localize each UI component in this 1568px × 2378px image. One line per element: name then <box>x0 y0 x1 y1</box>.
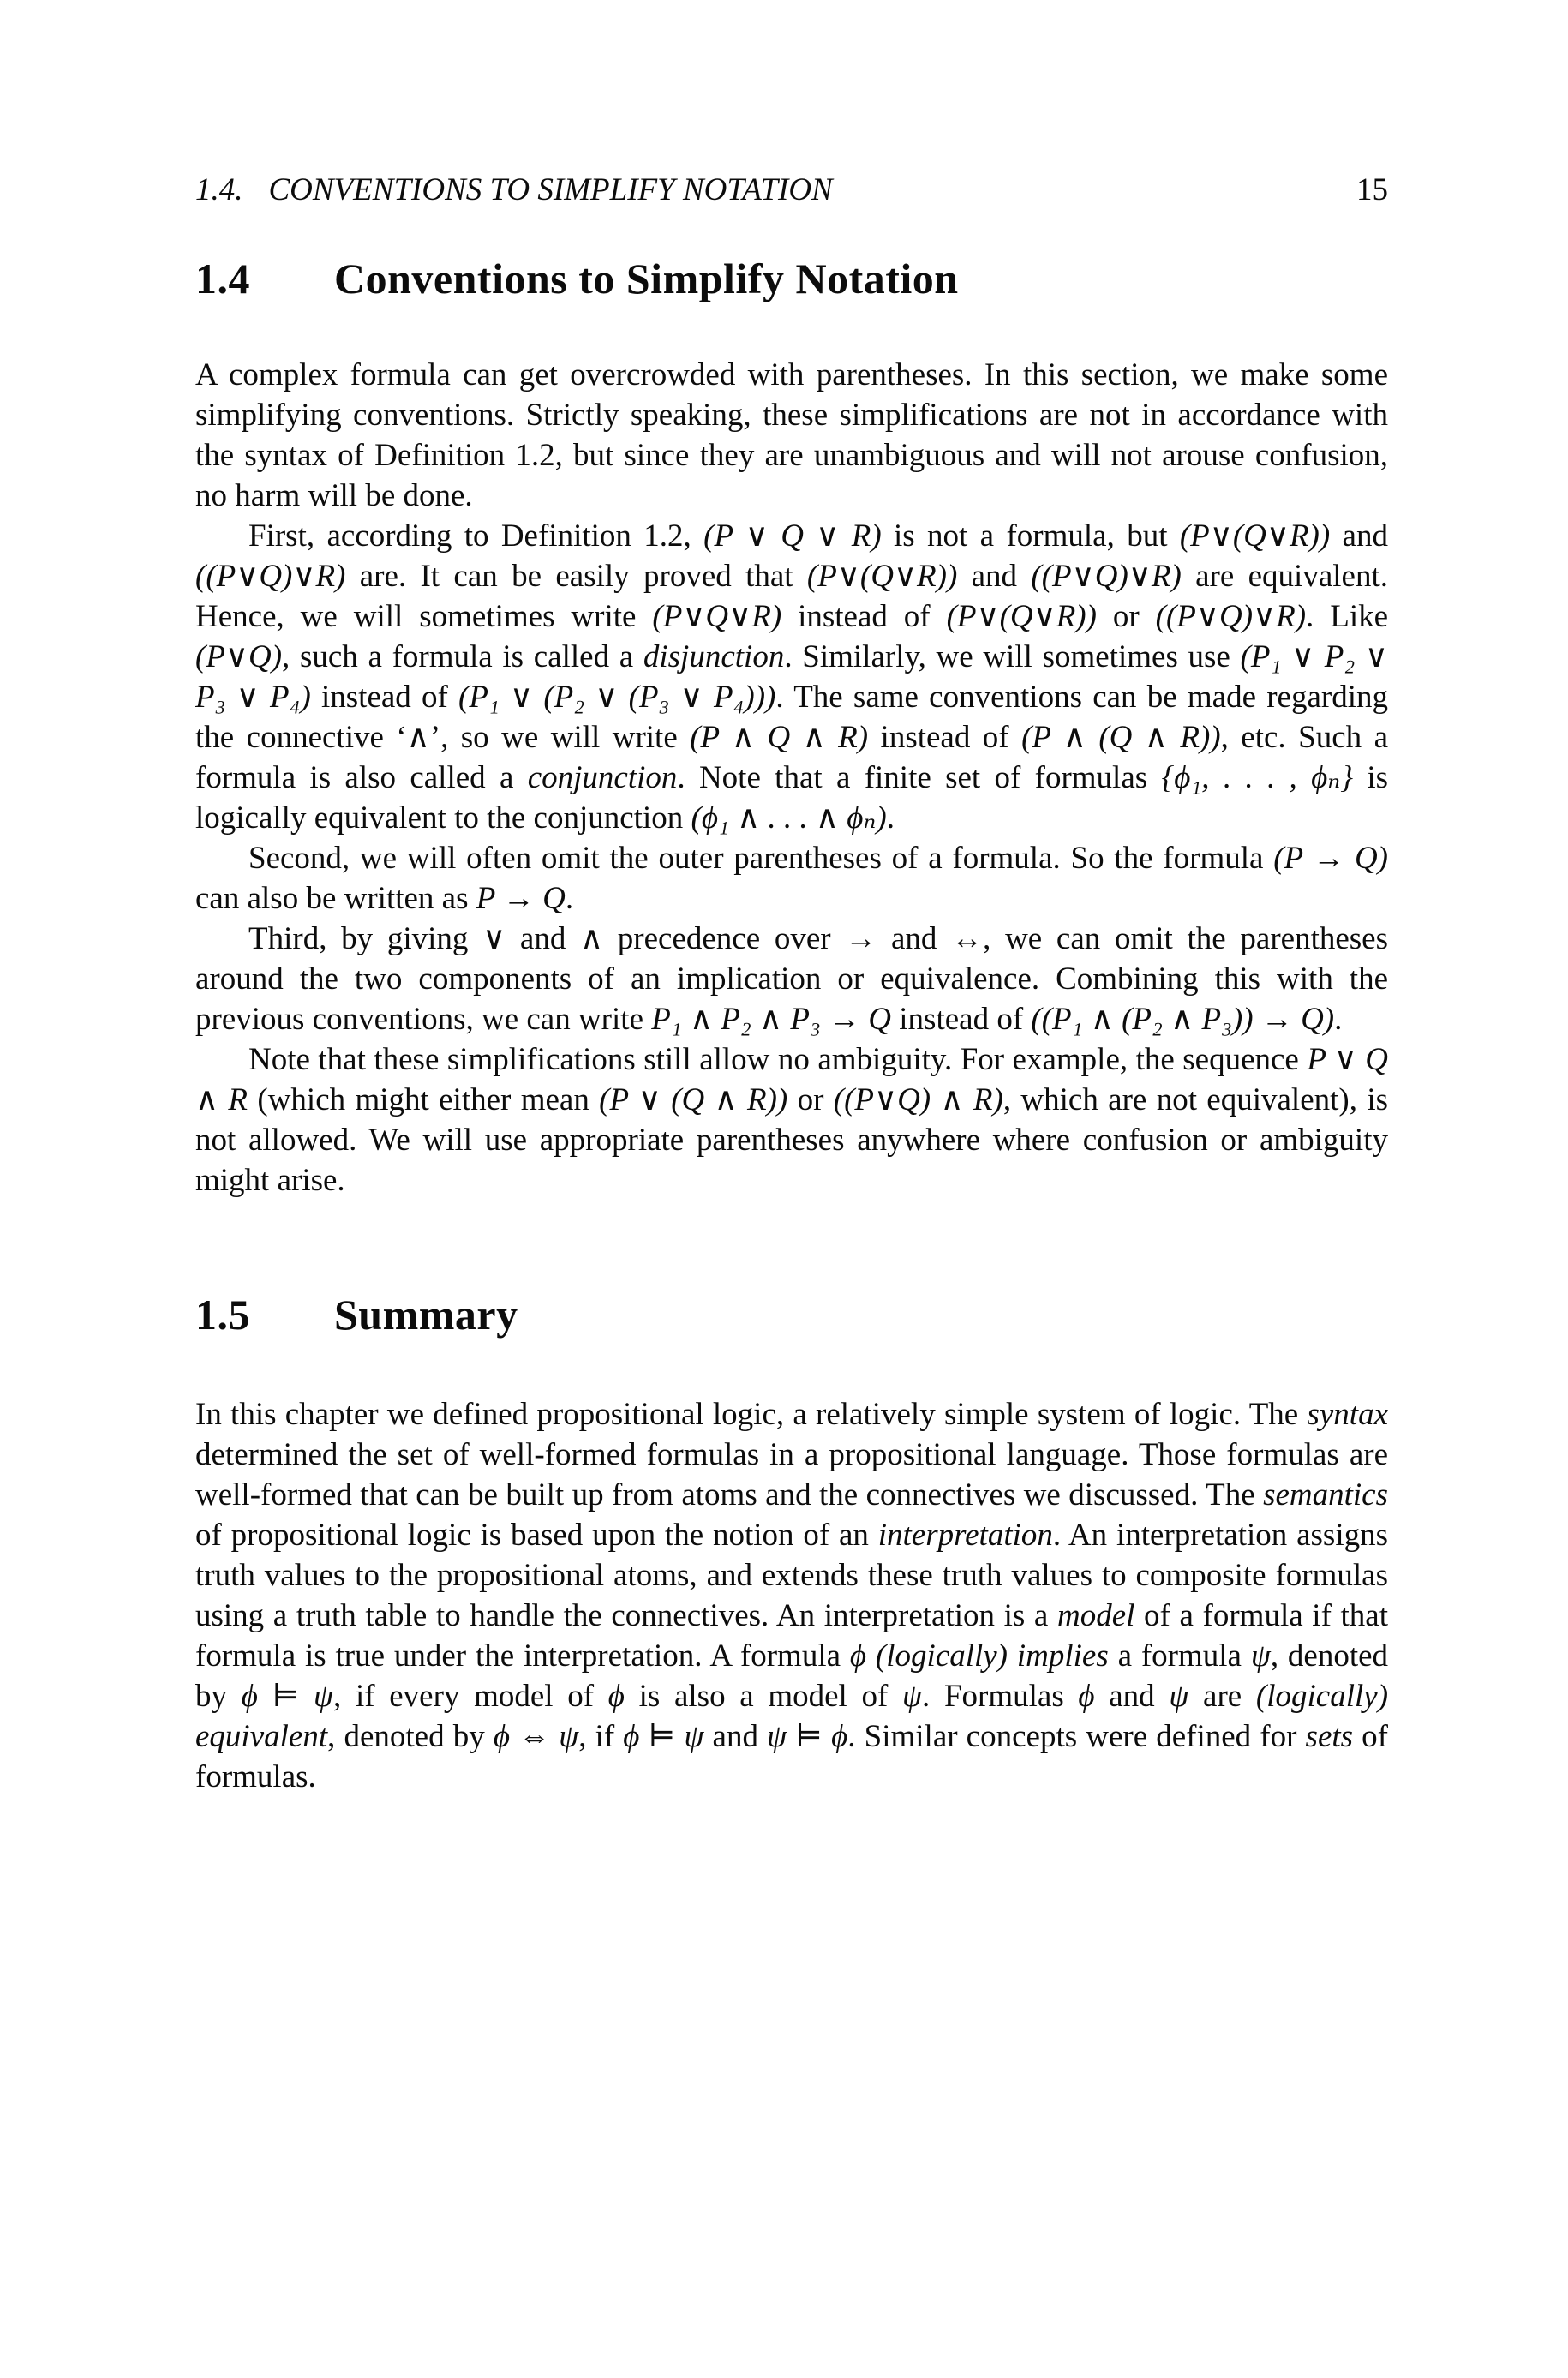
body-text: is not a formula, but <box>881 518 1180 554</box>
emphasized-text: conjunction <box>527 760 678 795</box>
running-header-section-number: 1.4. <box>195 172 243 207</box>
body-text: , denoted by <box>195 1638 1389 1714</box>
section-conventions <box>195 254 1388 1201</box>
formula: (P ∨ Q ∨ R) <box>703 518 882 554</box>
body-text: are equivalent. Hence, we will sometimes write <box>195 559 1388 634</box>
body-text: . <box>1334 1002 1343 1037</box>
formula: ϕ ⊨ ψ <box>241 1679 334 1714</box>
body-text: and <box>703 1719 768 1754</box>
body-text: instead of <box>891 1002 1032 1037</box>
emphasized-text: semantics <box>1263 1477 1388 1512</box>
formula: ϕ <box>849 1638 867 1674</box>
body-text: and <box>957 559 1032 594</box>
body-text: of propositional logic is based upon the notion of an <box>195 1518 878 1553</box>
emphasized-text: model <box>1056 1598 1135 1633</box>
emphasized-text: sets <box>1305 1719 1354 1754</box>
body-text: Third, by giving ∨ and ∧ precedence over → and ↔, we can omit the parentheses around the two components of an implication or equivalence. Combining this with the previous conventions, we can write <box>195 921 1388 1037</box>
section-title: Conventions to Simplify Notation <box>334 255 959 302</box>
formula: P → Q <box>476 881 566 916</box>
formula: ψ <box>902 1679 923 1714</box>
section-number: 1.4 <box>195 255 250 302</box>
formula: (P∨(Q∨R)) <box>1179 518 1331 554</box>
paragraph <box>195 838 1388 919</box>
body-text: , if every model of <box>333 1679 608 1714</box>
formula: (P∨Q∨R) <box>652 599 782 634</box>
body-text: . Formulas <box>922 1679 1079 1714</box>
formula: ϕ ⇔ ψ <box>493 1719 579 1754</box>
formula: P ∨ Q ∧ R <box>195 1042 1388 1117</box>
formula: (P₁ ∨ (P₂ ∨ (P₃ ∨ P₄))) <box>458 680 776 715</box>
body-text: . An interpretation assigns truth values to the propositional atoms, and extends these truth values to composite formulas using a truth table to handle the connectives. An interpretation is a <box>195 1518 1388 1633</box>
body-text: In this chapter we defined propositional logic, a relatively simple system of logic. The <box>195 1397 1308 1432</box>
formula: ((P∨Q)∨R) <box>1031 559 1182 594</box>
body-text: , denoted by <box>327 1719 494 1754</box>
paragraph <box>195 1039 1388 1201</box>
body-text: can also be written as <box>195 881 476 916</box>
body-text: of a formula if that formula is true under the interpretation. A formula <box>195 1598 1388 1674</box>
section-heading-conventions <box>195 254 1388 303</box>
body-text: . <box>565 881 574 916</box>
body-text: determined the set of well-formed formulas in a propositional language. Those formulas are well-formed that can be built up from atoms and the connectives we discussed. The <box>195 1437 1388 1512</box>
body-text <box>866 1638 876 1674</box>
formula: ψ ⊨ ϕ <box>767 1719 848 1754</box>
body-text: instead of <box>310 680 459 715</box>
formula: (P₁ ∨ P₂ ∨ P₃ ∨ P₄) <box>195 639 1388 715</box>
body-text: and <box>1094 1679 1170 1714</box>
formula: ψ <box>1250 1638 1271 1674</box>
body-text: A complex formula can get overcrowded with parentheses. In this section, we make some simplifying conventions. Strictly speaking, these simplifications are not in accordance with the syntax of Definition 1.2, but since they are unambiguous and will not arouse confusion, no harm will be done. <box>195 357 1388 513</box>
section-body-conventions <box>195 355 1388 1201</box>
body-text: . Like <box>1306 599 1389 634</box>
body-text: , etc. Such a formula is also called a <box>195 720 1388 795</box>
body-text: , such a formula is called a <box>282 639 643 674</box>
body-text: . Note that a finite set of formulas <box>677 760 1162 795</box>
formula: (P ∧ (Q ∧ R)) <box>1021 720 1221 755</box>
body-text: of formulas. <box>195 1719 1388 1794</box>
section-summary <box>195 1290 1388 1797</box>
formula: ϕ ⊨ ψ <box>623 1719 704 1754</box>
body-text: (which might either mean <box>248 1082 600 1117</box>
body-text: instead of <box>781 599 947 634</box>
section-title: Summary <box>334 1291 518 1339</box>
emphasized-text: interpretation <box>877 1518 1053 1553</box>
formula: {ϕ₁, . . . , ϕₙ} <box>1161 760 1354 795</box>
formula: (P ∧ Q ∧ R) <box>690 720 869 755</box>
body-text: , if <box>578 1719 624 1754</box>
body-text: Second, we will often omit the outer parentheses of a formula. So the formula <box>248 841 1274 876</box>
formula: ((P₁ ∧ (P₂ ∧ P₃)) → Q) <box>1031 1002 1335 1037</box>
formula: (P∨(Q∨R)) <box>806 559 958 594</box>
formula: ϕ <box>1078 1679 1095 1714</box>
paragraph <box>195 516 1388 838</box>
body-text: . Similar concepts were defined for <box>847 1719 1306 1754</box>
formula: ϕ <box>607 1679 625 1714</box>
page-content <box>195 0 1388 1797</box>
body-text: is logically equivalent to the conjunction <box>195 760 1389 836</box>
formula: (P∨Q) <box>195 639 283 674</box>
body-text: . The same conventions can be made regarding the connective ‘∧’, so we will write <box>195 680 1389 755</box>
formula: (P → Q) <box>1273 841 1388 876</box>
paragraph <box>195 1394 1388 1797</box>
running-header-title <box>195 171 833 209</box>
body-text: . Similarly, we will sometimes use <box>784 639 1241 674</box>
formula: (ϕ₁ ∧ . . . ∧ ϕₙ) <box>691 800 887 836</box>
body-text: First, according to Definition 1.2, <box>248 518 704 554</box>
running-header <box>195 0 1388 209</box>
formula: P₁ ∧ P₂ ∧ P₃ → Q <box>651 1002 892 1037</box>
formula: (P ∨ (Q ∧ R)) <box>599 1082 788 1117</box>
emphasized-text: (logically) equivalent <box>195 1679 1389 1754</box>
section-heading-summary <box>195 1290 1388 1339</box>
body-text: . <box>886 800 895 836</box>
formula: (P∨(Q∨R)) <box>946 599 1097 634</box>
body-text: and <box>1330 518 1388 554</box>
body-text: is also a model of <box>624 1679 903 1714</box>
emphasized-text: (logically) implies <box>875 1638 1109 1674</box>
page-number: 15 <box>1356 172 1388 207</box>
formula: ψ <box>1169 1679 1189 1714</box>
body-text: , which are not equivalent), is not allowed. We will use appropriate parentheses anywhere where confusion or ambiguity might arise. <box>195 1082 1389 1198</box>
body-text: are <box>1188 1679 1256 1714</box>
paragraph <box>195 355 1388 516</box>
section-body-summary <box>195 1394 1388 1797</box>
body-text: a formula <box>1108 1638 1251 1674</box>
formula: ((P∨Q)∨R) <box>1155 599 1307 634</box>
emphasized-text: disjunction <box>643 639 785 674</box>
body-text: instead of <box>868 720 1022 755</box>
paragraph <box>195 919 1388 1039</box>
formula: ((P∨Q) ∧ R) <box>833 1082 1003 1117</box>
formula: ((P∨Q)∨R) <box>195 559 346 594</box>
emphasized-text: syntax <box>1307 1397 1388 1432</box>
body-text: Note that these simplifications still allow no ambiguity. For example, the sequence <box>248 1042 1308 1077</box>
running-header-chapter-title: CONVENTIONS TO SIMPLIFY NOTATION <box>268 172 833 207</box>
body-text: or <box>1096 599 1156 634</box>
body-text: are. It can be easily proved that <box>345 559 807 594</box>
section-number: 1.5 <box>195 1291 250 1339</box>
body-text: or <box>787 1082 834 1117</box>
